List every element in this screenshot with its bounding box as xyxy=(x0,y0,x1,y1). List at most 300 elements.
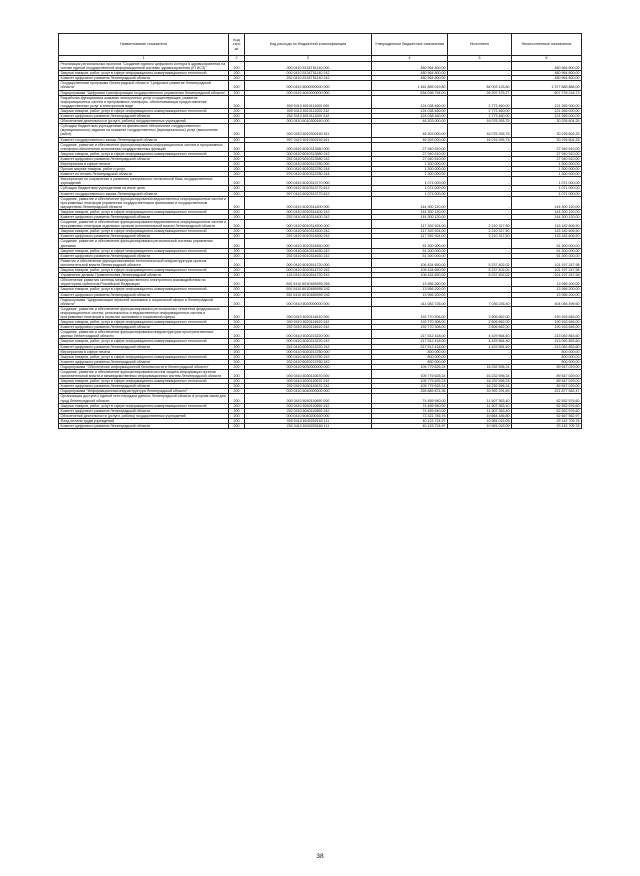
table-row xyxy=(59,413,582,418)
cell-unexecuted-amount: 29 142 709,78 xyxy=(512,418,582,423)
cell-budget-code: 000 0410 6020114610 000 xyxy=(245,306,372,319)
cell-executed-amount: 33 992 291,89 xyxy=(448,389,512,394)
cell-row-code: 200 xyxy=(229,394,245,403)
cell-executed-amount: 2 773 460,00 xyxy=(448,108,512,113)
cell-executed-amount: 11 907 363,40 xyxy=(448,394,512,403)
table-row xyxy=(59,81,582,90)
cell-unexecuted-amount: 800 000,00 xyxy=(512,354,582,359)
cell-unexecuted-amount: 190 163 646,00 xyxy=(512,306,582,319)
cell-unexecuted-amount: 144 300 120,00 xyxy=(512,215,582,220)
cell-indicator-name: Закупка товаров, работ, услуг в сфере информационно-коммуникационных технологий xyxy=(59,248,229,253)
cell-indicator-name: Закупка товаров, работ, услуг в сфере информационно-коммуникационных технологий xyxy=(59,229,229,234)
cell-budget-code: 000 0410 6010314500 242 xyxy=(245,229,372,234)
cell-indicator-name: Фонд оплаты труда учреждений xyxy=(59,418,229,423)
cell-unexecuted-amount: 1 300 000,00 xyxy=(512,172,582,177)
cell-budget-code: 252 0410 6010313580 242 xyxy=(245,156,372,161)
cell-row-code: 200 xyxy=(229,389,245,394)
cell-row-code: 200 xyxy=(229,137,245,142)
table-row xyxy=(59,424,582,429)
header-unexecuted: Неисполненные назначения xyxy=(512,34,582,56)
cell-approved-amount: 13 956 200,00 xyxy=(372,287,448,292)
table-row xyxy=(59,364,582,369)
cell-budget-code: 000 0410 6000000000 000 xyxy=(245,81,372,90)
table-row xyxy=(59,278,582,287)
cell-unexecuted-amount: 1 071 000,00 xyxy=(512,177,582,186)
table-row xyxy=(59,62,582,71)
cell-executed-amount: 2 773 460,00 xyxy=(448,114,512,119)
cell-indicator-name: Закупка товаров, работ, услуг в сфере информационно-коммуникационных технологий xyxy=(59,151,229,156)
cell-approved-amount: 217 512 418,00 xyxy=(372,344,448,349)
cell-budget-code: 997 0410 6010313770 612 xyxy=(245,191,372,196)
table-row xyxy=(59,108,582,113)
cell-unexecuted-amount: 62 552 576,60 xyxy=(512,403,582,408)
cell-approved-amount: 800 000,00 xyxy=(372,354,448,359)
cell-executed-amount: 2 606 662,00 xyxy=(448,306,512,319)
cell-budget-code: 000 0410 6010313780 000 xyxy=(245,161,372,166)
cell-executed-amount: - xyxy=(448,71,512,76)
cell-approved-amount: 144 300 120,00 xyxy=(372,215,448,220)
table-row xyxy=(59,196,582,209)
cell-approved-amount: 144 300 120,00 xyxy=(372,196,448,209)
cell-indicator-name: Подпрограмма "Обеспечение информационной безопасности в Ленинградской области" xyxy=(59,364,229,369)
cell-executed-amount: 2 606 662,00 xyxy=(448,320,512,325)
table-row xyxy=(59,379,582,384)
cell-unexecuted-amount: 144 300 120,00 xyxy=(512,196,582,209)
table-row xyxy=(59,297,582,306)
cell-budget-code: 000 0410 6040110690 242 xyxy=(245,403,372,408)
table-row xyxy=(59,330,582,339)
cell-indicator-name: Создание, развитие и обеспечение функционирования региональных сегментов федеральных информационных систем, региональных и ведомственных информационных систем и программных платформ в отраслях экономики и социальной сферы xyxy=(59,306,229,319)
cell-unexecuted-amount: 27 940 510,00 xyxy=(512,142,582,151)
cell-unexecuted-amount: 190 163 646,00 xyxy=(512,325,582,330)
cell-approved-amount: 1 071 000,00 xyxy=(372,177,448,186)
cell-executed-amount: - xyxy=(448,248,512,253)
cell-row-code: 200 xyxy=(229,349,245,354)
cell-budget-code: 000 0410 6010313580 242 xyxy=(245,151,372,156)
cell-executed-amount: - xyxy=(448,349,512,354)
cell-row-code: 200 xyxy=(229,239,245,248)
table-row xyxy=(59,384,582,389)
cell-budget-code: 000 0410 6010111000 000 xyxy=(245,95,372,108)
cell-budget-code: 252 0410 6030110670 242 xyxy=(245,384,372,389)
cell-budget-code: 252 0410 6040200160 111 xyxy=(245,424,372,429)
cell-budget-code: 252 0410 6010111000 242 xyxy=(245,114,372,119)
cell-budget-code: 000 0410 6010313780 244 xyxy=(245,167,372,172)
cell-approved-amount: 106 434 650,00 xyxy=(372,268,448,273)
cell-indicator-name: Комитет цифрового развития Ленинградской области xyxy=(59,76,229,81)
table-row xyxy=(59,90,582,95)
cell-unexecuted-amount: 1 300 000,00 xyxy=(512,167,582,172)
cell-budget-code: 000 0410 6010000000 000 xyxy=(245,90,372,95)
cell-approved-amount: 1 071 000,00 xyxy=(372,191,448,196)
cell-row-code: 200 xyxy=(229,81,245,90)
cell-row-code: 200 xyxy=(229,215,245,220)
cell-row-code: 200 xyxy=(229,90,245,95)
cell-budget-code: 252 0410 6010314400 242 xyxy=(245,215,372,220)
cell-budget-code: 133 0410 6010514720 242 xyxy=(245,273,372,278)
cell-indicator-name: Создание, развитие и обеспечение функционирования ведомственных информационных систем и программных платформ управления государственными финансами и государственным имуществом Ленинградской области xyxy=(59,196,229,209)
cell-approved-amount: 217 512 418,00 xyxy=(372,339,448,344)
cell-unexecuted-amount: 27 940 510,00 xyxy=(512,156,582,161)
cell-indicator-name: Закупка товаров, работ, услуг в сфере информационно-коммуникационных технологий xyxy=(59,403,229,408)
cell-approved-amount: 192 770 308,00 xyxy=(372,320,448,325)
cell-row-code: 200 xyxy=(229,268,245,273)
cell-unexecuted-amount: 1 071 000,00 xyxy=(512,186,582,191)
cell-row-code: 200 xyxy=(229,292,245,297)
table-row xyxy=(59,394,582,403)
cell-row-code: 200 xyxy=(229,172,245,177)
cell-indicator-name: Комитет цифрового развития Ленинградской области xyxy=(59,234,229,239)
cell-budget-code: 000 0410 6020000000 000 xyxy=(245,297,372,306)
cell-executed-amount: 16 076 395,75 xyxy=(448,119,512,124)
cell-row-code: 200 xyxy=(229,142,245,151)
cell-executed-amount: 4 429 564,40 xyxy=(448,330,512,339)
budget-report-page xyxy=(58,33,581,429)
table-row xyxy=(59,389,582,394)
cell-row-code: 200 xyxy=(229,344,245,349)
cell-budget-code: 000 0410 6010313770 612 xyxy=(245,186,372,191)
table-body xyxy=(59,62,582,429)
cell-indicator-name: Комитет цифрового развития Ленинградской области xyxy=(59,114,229,119)
cell-unexecuted-amount: 121 265 000,00 xyxy=(512,114,582,119)
cell-indicator-name: Закупка товаров, работ, услуг в сфере информационно-коммуникационных технологий xyxy=(59,339,229,344)
cell-budget-code: 000 0410 5134Т51140 242 xyxy=(245,71,372,76)
cell-budget-code: 000 0410 6010314400 000 xyxy=(245,196,372,209)
cell-unexecuted-amount: 89 547 029,00 xyxy=(512,364,582,369)
cell-row-code: 200 xyxy=(229,384,245,389)
cell-executed-amount: - xyxy=(448,278,512,287)
table-row xyxy=(59,273,582,278)
cell-indicator-name: Обеспечение деятельности (услуги, работы) государственных учреждений xyxy=(59,119,229,124)
cell-executed-amount: 2 606 662,00 xyxy=(448,325,512,330)
cell-row-code: 200 xyxy=(229,124,245,137)
cell-approved-amount: 1 300 000,00 xyxy=(372,161,448,166)
col-number: 4 xyxy=(372,56,448,62)
cell-approved-amount: 74 459 940,00 xyxy=(372,394,448,403)
cell-budget-code: 000 0410 6010314500 000 xyxy=(245,220,372,229)
cell-unexecuted-amount: 30 226 604,25 xyxy=(512,124,582,137)
table-header-row xyxy=(59,34,582,56)
cell-unexecuted-amount: 1 300 000,00 xyxy=(512,161,582,166)
cell-indicator-name: Создание, развитие и обеспечение функционирования систем защиты информации органов исполнительной власти и межведомственных информационных систем Ленинградской области xyxy=(59,370,229,379)
cell-unexecuted-amount: 115 182 606,50 xyxy=(512,229,582,234)
cell-budget-code: 000 0410 601D659090 242 xyxy=(245,287,372,292)
cell-executed-amount: - xyxy=(448,161,512,166)
cell-approved-amount: 106 434 650,00 xyxy=(372,273,448,278)
budget-execution-table xyxy=(58,33,582,429)
table-row xyxy=(59,325,582,330)
cell-row-code: 200 xyxy=(229,273,245,278)
col-number: 6 xyxy=(512,56,582,62)
cell-indicator-name: Реализация региональных проектов "Создание единого цифрового контура в здравоохранении на основе единой государственной информационной системы здравоохранения (ЕГИСЗ)" xyxy=(59,62,229,71)
cell-unexecuted-amount: 213 082 853,60 xyxy=(512,344,582,349)
cell-executed-amount: 10 981 015,09 xyxy=(448,424,512,429)
cell-row-code: 200 xyxy=(229,191,245,196)
cell-indicator-name: Закупка товаров, работ, услуг в сфере информационно-коммуникационных технологий xyxy=(59,354,229,359)
cell-executed-amount: 26 297 575,27 xyxy=(448,90,512,95)
cell-approved-amount: 1 071 000,00 xyxy=(372,186,448,191)
cell-budget-code: 000 0410 6010300160 611 xyxy=(245,124,372,137)
table-row xyxy=(59,177,582,186)
table-row xyxy=(59,234,582,239)
cell-executed-amount: 19 664 186,80 xyxy=(448,413,512,418)
cell-approved-amount: 144 300 120,00 xyxy=(372,209,448,214)
cell-unexecuted-amount: 121 265 000,00 xyxy=(512,108,582,113)
table-row xyxy=(59,258,582,267)
cell-approved-amount: 192 770 308,00 xyxy=(372,306,448,319)
cell-indicator-name: Организация доступа к единой сети передачи данных Ленинградской области и услугам связи для нужд Ленинградской области xyxy=(59,394,229,403)
cell-executed-amount: - xyxy=(448,76,512,81)
cell-approved-amount: 480 964 800,00 xyxy=(372,62,448,71)
cell-unexecuted-amount: 144 300 120,00 xyxy=(512,209,582,214)
cell-approved-amount: 46 303 000,00 xyxy=(372,119,448,124)
cell-indicator-name: Комитет государственного заказа Ленинградской области xyxy=(59,191,229,196)
cell-indicator-name: Закупка товаров, работ, услуг в сфере информационно-коммуникационных технологий xyxy=(59,379,229,384)
cell-executed-amount: - xyxy=(448,209,512,214)
cell-budget-code: 252 0410 6010314500 242 xyxy=(245,234,372,239)
table-row xyxy=(59,95,582,108)
cell-unexecuted-amount: 51 300 000,00 xyxy=(512,248,582,253)
cell-indicator-name: Создание, развитие и обеспечение функционирования инфраструктуры пространственных данных Ленинградской области xyxy=(59,330,229,339)
cell-unexecuted-amount: 89 547 029,00 xyxy=(512,379,582,384)
cell-approved-amount: 13 956 200,00 xyxy=(372,292,448,297)
cell-budget-code: 000 0410 6020213220 242 xyxy=(245,339,372,344)
cell-budget-code: 000 0410 6040110690 000 xyxy=(245,394,372,403)
cell-budget-code: 000 0410 6010313770 000 xyxy=(245,177,372,186)
cell-indicator-name: Мероприятия в сфере печати xyxy=(59,349,229,354)
cell-indicator-name: Комитет цифрового развития Ленинградской области xyxy=(59,408,229,413)
cell-unexecuted-amount: 52 657 562,97 xyxy=(512,413,582,418)
cell-row-code: 200 xyxy=(229,359,245,364)
cell-indicator-name: Закупка товаров, работ, услуг в сфере информационно-коммуникационных технологий xyxy=(59,268,229,273)
cell-budget-code: 000 0410 6020213220 000 xyxy=(245,330,372,339)
cell-row-code: 200 xyxy=(229,297,245,306)
cell-indicator-name: Закупка товаров, работ, услуг в сфере информационно-коммуникационных технологий xyxy=(59,287,229,292)
cell-budget-code: 000 0410 6040200160 111 xyxy=(245,418,372,423)
cell-budget-code: 000 0410 6020213780 242 xyxy=(245,354,372,359)
cell-budget-code: 252 0410 601D659090 242 xyxy=(245,292,372,297)
cell-unexecuted-amount: 30 226 604,25 xyxy=(512,119,582,124)
cell-executed-amount: 16 232 596,24 xyxy=(448,384,512,389)
cell-budget-code: 976 0410 6010313780 244 xyxy=(245,172,372,177)
cell-indicator-name: Комитет по печати Ленинградской области xyxy=(59,172,229,177)
cell-row-code: 200 xyxy=(229,330,245,339)
cell-budget-code: 000 0410 6040000000 000 xyxy=(245,389,372,394)
cell-indicator-name: Управление делами Правительства Ленинградской области xyxy=(59,273,229,278)
cell-unexecuted-amount: 30 226 604,25 xyxy=(512,137,582,142)
header-indicator-name: Наименование показателя xyxy=(59,34,229,56)
cell-executed-amount: 16 232 596,24 xyxy=(448,370,512,379)
cell-approved-amount: 27 940 510,00 xyxy=(372,151,448,156)
cell-executed-amount: - xyxy=(448,62,512,71)
page-number: 38 xyxy=(316,853,324,860)
cell-row-code: 200 xyxy=(229,119,245,124)
cell-executed-amount: 16 076 395,75 xyxy=(448,137,512,142)
cell-budget-code: 252 0410 6020213220 242 xyxy=(245,344,372,349)
cell-executed-amount: - xyxy=(448,172,512,177)
cell-unexecuted-amount: 89 547 029,00 xyxy=(512,384,582,389)
cell-approved-amount: 192 770 308,00 xyxy=(372,325,448,330)
cell-executed-amount: 11 907 363,40 xyxy=(448,408,512,413)
table-row xyxy=(59,142,582,151)
cell-approved-amount: 1 300 000,00 xyxy=(372,172,448,177)
cell-budget-code: 000 0410 601D659090 000 xyxy=(245,278,372,287)
cell-approved-amount: 255 889 874,36 xyxy=(372,389,448,394)
cell-indicator-name: Государственная программа Ленинградской области "Цифровое развитие Ленинградской области" xyxy=(59,81,229,90)
cell-budget-code: 252 0410 6020114610 242 xyxy=(245,325,372,330)
cell-executed-amount: 2 773 460,00 xyxy=(448,95,512,108)
cell-approved-amount: 74 459 940,00 xyxy=(372,403,448,408)
cell-unexecuted-amount: 115 182 606,50 xyxy=(512,220,582,229)
cell-approved-amount: 27 940 510,00 xyxy=(372,156,448,161)
cell-approved-amount: 51 300 000,00 xyxy=(372,239,448,248)
cell-unexecuted-amount: 62 552 576,60 xyxy=(512,408,582,413)
cell-indicator-name: Обеспечение деятельности (услуги, работы) государственных учреждений xyxy=(59,413,229,418)
cell-budget-code: 000 0410 6010514720 242 xyxy=(245,268,372,273)
cell-unexecuted-amount: 51 300 000,00 xyxy=(512,253,582,258)
cell-unexecuted-amount: 13 956 200,00 xyxy=(512,278,582,287)
cell-executed-amount: 2 210 317,50 xyxy=(448,220,512,229)
cell-unexecuted-amount: 101 197 247,98 xyxy=(512,268,582,273)
cell-approved-amount: 124 038 460,00 xyxy=(372,95,448,108)
table-row xyxy=(59,339,582,344)
table-row xyxy=(59,124,582,137)
cell-budget-code: 000 0410 6010313580 000 xyxy=(245,142,372,151)
cell-indicator-name: Мероприятия в сфере печати xyxy=(59,161,229,166)
cell-approved-amount: 480 964 800,00 xyxy=(372,71,448,76)
cell-unexecuted-amount: 1 071 000,00 xyxy=(512,191,582,196)
cell-row-code: 200 xyxy=(229,253,245,258)
cell-indicator-name: Закупка товаров, работ, услуг в сфере информационно-коммуникационных технологий xyxy=(59,71,229,76)
cell-unexecuted-amount: 404 046 499,60 xyxy=(512,297,582,306)
cell-indicator-name: Комитет цифрового развития Ленинградской области xyxy=(59,325,229,330)
cell-executed-amount: 2 210 317,50 xyxy=(448,234,512,239)
cell-approved-amount: 634 036 794,00 xyxy=(372,90,448,95)
cell-row-code: 200 xyxy=(229,320,245,325)
cell-indicator-name: Комитет цифрового развития Ленинградской области xyxy=(59,253,229,258)
cell-indicator-name: Комитет государственного заказа Ленинградской области xyxy=(59,137,229,142)
cell-executed-amount: - xyxy=(448,292,512,297)
cell-approved-amount: 117 392 924,00 xyxy=(372,220,448,229)
cell-row-code: 200 xyxy=(229,161,245,166)
cell-row-code: 200 xyxy=(229,248,245,253)
cell-budget-code: 000 0410 6010111000 242 xyxy=(245,108,372,113)
cell-indicator-name: Комитет цифрового развития Ленинградской области xyxy=(59,384,229,389)
cell-row-code: 200 xyxy=(229,379,245,384)
table-row xyxy=(59,320,582,325)
cell-row-code: 200 xyxy=(229,156,245,161)
cell-executed-amount: - xyxy=(448,142,512,151)
cell-row-code: 200 xyxy=(229,62,245,71)
cell-row-code: 200 xyxy=(229,229,245,234)
cell-row-code: 200 xyxy=(229,234,245,239)
cell-indicator-name: Закупка товаров, работ, услуг в сфере информационно-коммуникационных технологий xyxy=(59,108,229,113)
table-row xyxy=(59,268,582,273)
cell-indicator-name: Комитет цифрового развития Ленинградской области xyxy=(59,359,229,364)
cell-executed-amount: 5 237 402,02 xyxy=(448,258,512,267)
col-number: 2 xyxy=(229,56,245,62)
table-row xyxy=(59,408,582,413)
cell-indicator-name: Создание, развитие и обеспечение функционирования ведомственных информационных систем и программных платформ отдельных органов исполнительной власти Ленинградской области xyxy=(59,220,229,229)
cell-budget-code: 000 0410 6010314400 242 xyxy=(245,209,372,214)
cell-indicator-name: Комитет цифрового развития Ленинградской области xyxy=(59,344,229,349)
cell-indicator-name: Комитет цифрового развития Ленинградской области xyxy=(59,156,229,161)
cell-budget-code: 252 0410 6010314630 242 xyxy=(245,253,372,258)
cell-executed-amount: - xyxy=(448,191,512,196)
cell-indicator-name: Подпрограмма "Цифровая трансформация государственного управления Ленинградской области" xyxy=(59,90,229,95)
cell-unexecuted-amount: 51 300 000,00 xyxy=(512,239,582,248)
cell-row-code: 200 xyxy=(229,258,245,267)
cell-unexecuted-amount: 121 265 000,00 xyxy=(512,95,582,108)
cell-approved-amount: 51 300 000,00 xyxy=(372,253,448,258)
cell-approved-amount: 124 038 460,00 xyxy=(372,114,448,119)
cell-indicator-name: Развитие и обеспечение функционирования технологической инфраструктуры органов исполнительной власти Ленинградской области xyxy=(59,258,229,267)
cell-budget-code: 000 0410 6010514720 000 xyxy=(245,258,372,267)
cell-executed-amount: 16 232 596,24 xyxy=(448,364,512,369)
cell-budget-code: 000 0410 6010314630 000 xyxy=(245,239,372,248)
cell-executed-amount: - xyxy=(448,215,512,220)
cell-indicator-name: Прочая закупка товаров, работ и услуг xyxy=(59,167,229,172)
header-approved: Утвержденные бюджетные назначения xyxy=(372,34,448,56)
cell-executed-amount: 84 003 133,80 xyxy=(448,81,512,90)
cell-approved-amount: 105 779 625,24 xyxy=(372,379,448,384)
cell-executed-amount: - xyxy=(448,239,512,248)
cell-unexecuted-amount: 13 956 200,00 xyxy=(512,287,582,292)
cell-indicator-name: Комитет цифрового развития Ленинградской области xyxy=(59,424,229,429)
cell-indicator-name: Создание, развитие и обеспечение функционирования региональной системы управления данными xyxy=(59,239,229,248)
cell-row-code: 200 xyxy=(229,167,245,172)
cell-indicator-name: Подпрограмма "Цифровизация отраслей экономики и социальной сферы в Ленинградской области" xyxy=(59,297,229,306)
cell-row-code: 200 xyxy=(229,413,245,418)
cell-approved-amount: 106 434 650,00 xyxy=(372,258,448,267)
cell-approved-amount: 411 082 726,00 xyxy=(372,297,448,306)
cell-executed-amount: 7 036 226,40 xyxy=(448,297,512,306)
cell-budget-code: 000 0410 6040200160 000 xyxy=(245,413,372,418)
cell-approved-amount: 105 779 625,24 xyxy=(372,370,448,379)
cell-row-code: 200 xyxy=(229,408,245,413)
table-row xyxy=(59,344,582,349)
cell-unexecuted-amount: 27 940 510,00 xyxy=(512,151,582,156)
col-number: 3 xyxy=(245,56,372,62)
cell-row-code: 200 xyxy=(229,114,245,119)
cell-unexecuted-amount: 115 182 606,50 xyxy=(512,234,582,239)
table-row xyxy=(59,220,582,229)
cell-approved-amount: 124 038 460,00 xyxy=(372,108,448,113)
table-row xyxy=(59,306,582,319)
cell-executed-amount: 4 429 564,40 xyxy=(448,339,512,344)
header-row-code: Код стро ки xyxy=(229,34,245,56)
cell-executed-amount: 5 237 402,02 xyxy=(448,268,512,273)
cell-approved-amount: 800 000,00 xyxy=(372,359,448,364)
cell-executed-amount: - xyxy=(448,177,512,186)
cell-unexecuted-amount: 213 082 853,60 xyxy=(512,330,582,339)
cell-indicator-name: Создание, развитие и обеспечение функционирования информационных систем и программных платформ обеспечения исполнения государственных функций xyxy=(59,142,229,151)
header-executed: Исполнено xyxy=(448,34,512,56)
cell-executed-amount: - xyxy=(448,167,512,172)
cell-unexecuted-amount: 13 956 200,00 xyxy=(512,292,582,297)
cell-row-code: 200 xyxy=(229,209,245,214)
cell-unexecuted-amount: 480 964 800,00 xyxy=(512,62,582,71)
cell-row-code: 200 xyxy=(229,354,245,359)
cell-approved-amount: 13 956 200,00 xyxy=(372,278,448,287)
cell-indicator-name: Субсидии бюджетным учреждениям на финансовое обеспечение государственного (муниципального) задания на оказание государственных (муниципальных) услуг (выполнение работ) xyxy=(59,124,229,137)
cell-row-code: 200 xyxy=(229,370,245,379)
cell-executed-amount: 16 076 395,75 xyxy=(448,124,512,137)
cell-executed-amount: 11 907 363,40 xyxy=(448,403,512,408)
cell-executed-amount: - xyxy=(448,253,512,258)
cell-budget-code: 252 0410 6040110690 242 xyxy=(245,408,372,413)
cell-budget-code: 000 0410 6010300160 000 xyxy=(245,119,372,124)
